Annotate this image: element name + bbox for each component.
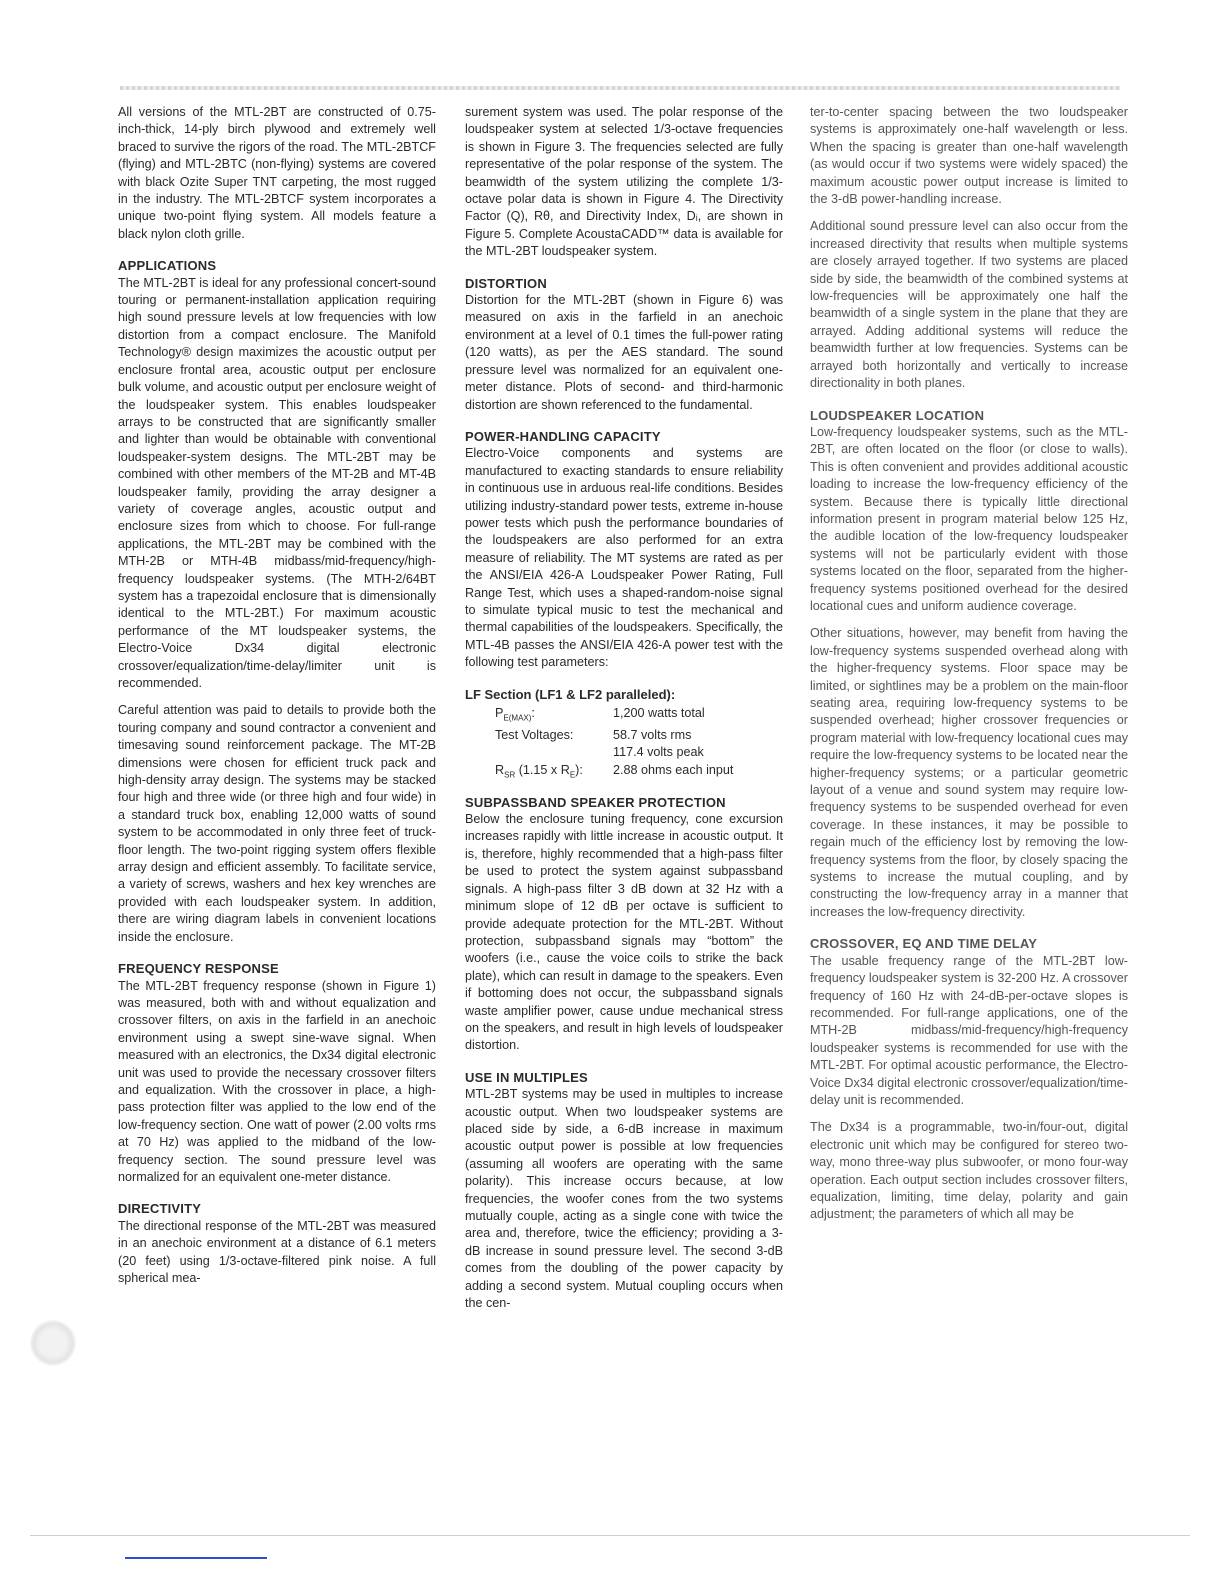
heading-subpassband: SUBPASSBAND SPEAKER PROTECTION: [465, 794, 726, 810]
additional-spl-paragraph: Additional sound pressure level can also occur from the increased directivity that results when multiple systems are closely arrayed together. If two systems are placed side by side, the beamwidth of the combined systems at low-frequencies will be approximately one half the beamwidth of a single system in the plane that they are arrayed. Adding additional systems will reduce the beamwidth further at low frequencies. Systems can be arrayed both horizontally and vertically to increase directionality in both planes.: [810, 219, 1128, 391]
column-2: [465, 104, 783, 1322]
spec-table: [495, 705, 733, 784]
spec-heading: LF Section (LF1 & LF2 paralleled):: [465, 686, 676, 702]
spec-value-test-voltage-rms: 58.7 volts rms: [613, 727, 692, 742]
directivity-continued-paragraph: surement system was used. The polar response of the loudspeaker system at selected 1/3-octave frequencies is shown in Figure 3. The frequencies selected are fully representative of the polar response of the system. The beamwidth of the system utilizing the complete 1/3-octave polar data is shown in Figure 4. The Directivity Factor (Q), Rθ, and Directivity Index, Dᵢ, are shown in Figure 5. Complete AcoustaCADD™ data is available for the MTL-2BT loudspeaker system.: [465, 105, 783, 259]
spec-row-pmax: [495, 705, 733, 727]
column-1: [118, 104, 436, 1297]
careful-attention-paragraph: Careful attention was paid to details to provide both the touring company and sound contractor a convenient and timesaving sound reinforcement package. The MT-2B dimensions were chosen for efficient truck pack and high-density array design. The systems may be stacked four high and three wide (or three high and four wide) in a standard truck box, enabling 12,000 watts of sound system to be accommodated in only three feet of truck-floor length. The two-point rigging system offers flexible array design and efficient assembly. To facilitate service, a variety of screws, washers and hex key wrenches are provided with each loudspeaker system. In addition, there are wiring diagram labels in convenient locations inside the enclosure.: [118, 703, 436, 944]
top-rule: [120, 86, 1120, 90]
dx34-paragraph: The Dx34 is a programmable, two-in/four-out, digital electronic unit which may be configured for stereo two-way, mono three-way plus subwoofer, or mono four-way operation. Each output section includes crossover filters, equalization, limiting, time delay, polarity and gain adjustment; the parameters of which all may be: [810, 1120, 1128, 1222]
crossover-paragraph: The usable frequency range of the MTL-2BT low-frequency loudspeaker system is 32-200 Hz. A crossover frequency of 160 Hz with 24-dB-per-octave slopes is recommended. For full-range applications, one of the MTH-2B midbass/mid-frequency/high-frequency loudspeaker systems is recommended for use with the MTL-2BT. For optimal acoustic performance, the Electro-Voice Dx34 digital electronic crossover/equalization/time-delay unit is recommended.: [810, 953, 1128, 1107]
other-situations-paragraph: Other situations, however, may benefit from having the low-frequency systems suspended overhead along with the higher-frequency systems. Floor space may be limited, or sightlines may be a problem on the main-floor seating area, requiring low-frequency systems to be suspended overhead; higher crossover frequencies or program material with low-frequency locational cues may require the low-frequency systems to be located near the higher-frequency systems; or a particular geometric layout of a venue and sound system may require low-frequency systems to be suspended overhead for even coverage. In these instances, it may be possible to regain much of the efficiency lost by removing the low-frequency systems from the floor, by closely spacing the systems to increase the mutual coupling, and by constructing the low-frequency array in a manner that increases the low-frequency directivity.: [810, 626, 1128, 919]
spec-value-rsr: 2.88 ohms each input: [613, 762, 734, 777]
heading-power-handling: POWER-HANDLING CAPACITY: [465, 428, 661, 444]
heading-applications: APPLICATIONS: [118, 258, 217, 274]
spec-value-test-voltage-peak: 117.4 volts peak: [613, 745, 704, 760]
heading-directivity: DIRECTIVITY: [118, 1201, 202, 1217]
spec-label-rsr: $R_{SR}$ (1.15 x $R_E$):: [495, 762, 583, 780]
footnote-rule: [125, 1557, 267, 1559]
spec-label-test-voltages: Test Voltages:: [495, 727, 574, 742]
intro-paragraph: All versions of the MTL-2BT are constructed of 0.75-inch-thick, 14-ply birch plywood and extremely well braced to survive the rigors of the road. The MTL-2BTCF (flying) and MTL-2BTC (non-flying) systems are covered with black Ozite Super TNT carpeting, the most rugged in the industry. The MTL-2BTCF system incorporates a unique two-point flying system. All models feature a black nylon cloth grille.: [118, 105, 436, 241]
heading-crossover: CROSSOVER, EQ AND TIME DELAY: [810, 936, 1038, 952]
power-handling-paragraph: Electro-Voice components and systems are manufactured to exacting standards to ensure reliability in continuous use in arduous real-life conditions. Besides utilizing industry-standard power tests, extreme in-house power tests which push the performance boundaries of the loudspeakers are also performed for an extra measure of reliability. The MT systems are rated as per the ANSI/EIA 426-A Loudspeaker Power Rating, Full Range Test, which uses a shaped-random-noise signal to simulate typical music to test the mechanical and thermal capabilities of the loudspeakers. Specifically, the MTL-4B passes the ANSI/EIA 426-A power test with the following test parameters:: [465, 446, 783, 670]
loudspeaker-location-paragraph: Low-frequency loudspeaker systems, such as the MTL-2BT, are often located on the floor (or close to walls). This is often convenient and provides additional acoustic loading to increase the low-frequency efficiency of the system. Because there is typically little directional information present in program material below 125 Hz, the audible location of the low-frequency loudspeaker systems will not be particularly evident with those systems located on the floor, separated from the higher-frequency systems positioned overhead for the desired locational cues and uniform audience coverage.: [810, 424, 1128, 613]
heading-distortion: DISTORTION: [465, 275, 547, 291]
frequency-response-paragraph: The MTL-2BT frequency response (shown in Figure 1) was measured, both with and without equalization and crossover filters, on axis in the farfield in an anechoic environment using a swept sine-wave signal. When measured with an electronics, the Dx34 digital electronic unit was used to provide the necessary crossover filters and equalization. With the crossover in place, a high-pass protection filter was applied to the low end of the low-frequency section. One watt of power (2.00 volts rms at 70 Hz) was applied to the midband of the low-frequency section. The sound pressure level was normalized for an equivalent one-meter distance.: [118, 978, 436, 1184]
punch-hole: [30, 1320, 76, 1366]
applications-paragraph: The MTL-2BT is ideal for any professional concert-sound touring or permanent-installation application requiring high sound pressure levels at low frequencies with low distortion from a compact enclosure. The Manifold Technology® design maximizes the acoustic output per enclosure frontal area, acoustic output per enclosure bulk volume, and acoustic output per enclosure weight of the loudspeaker system. This enables loudspeaker arrays to be constructed that are significantly smaller and lighter than would be obtainable with conventional loudspeaker-system designs. The MTL-2BT may be combined with other members of the MT-2B and MT-4B loudspeaker family, providing the array designer a variety of coverage angles, acoustic output and enclosure sizes from which to choose. For full-range applications, the MTL-2BT may be combined with the MTH-2B or MTH-4B midbass/mid-frequency/high-frequency loudspeaker systems. (The MTH-2/64BT system has a trapezoidal enclosure that is dimensionally identical to the MTL-2BT.) For maximum acoustic performance of the MT loudspeaker systems, the Electro-Voice Dx34 digital electronic crossover/equalization/time-delay/limiter unit is recommended.: [118, 275, 436, 690]
spec-row-rsr: [495, 762, 733, 784]
spec-row-test-voltages: [495, 727, 733, 744]
heading-frequency-response: FREQUENCY RESPONSE: [118, 961, 279, 977]
heading-loudspeaker-location: LOUDSPEAKER LOCATION: [810, 407, 985, 423]
multiples-continued-paragraph: ter-to-center spacing between the two loudspeaker systems is approximately one-half wavelength or less. When the spacing is greater than one-half wavelength (as would occur if two systems were widely spaced) the maximum acoustic power output increase is limited to the 3-dB power-handling increase.: [810, 105, 1128, 207]
column-3: [810, 104, 1128, 1234]
spec-label-pmax: $P_{E(MAX)}$:: [495, 706, 535, 723]
subpassband-paragraph: Below the enclosure tuning frequency, cone excursion increases rapidly with little increase in acoustic output. It is, therefore, highly recommended that a high-pass filter be used to protect the system against subpassband signals. A high-pass filter 3 dB down at 32 Hz with a minimum slope of 12 dB per octave is sufficient to provide adequate protection for the MTL-2BT. Without protection, subpassband signals may “bottom” the woofers (i.e., cause the voice coils to strike the back plate), which can result in damage to the speakers. Even if bottoming does not occur, the subpassband signals waste amplifier power, cause undue mechanical stress on the speakers, and result in high levels of loudspeaker distortion.: [465, 812, 783, 1053]
heading-use-in-multiples: USE IN MULTIPLES: [465, 1069, 588, 1085]
bottom-rule: [30, 1535, 1190, 1536]
directivity-paragraph: The directional response of the MTL-2BT was measured in an anechoic environment at a distance of 6.1 meters (20 feet) using 1/3-octave-filtered pink noise. A full spherical mea-: [118, 1218, 436, 1285]
spec-row-test-voltages-peak: [495, 744, 733, 761]
distortion-paragraph: Distortion for the MTL-2BT (shown in Figure 6) was measured on axis in the farfield in an anechoic environment at a level of 0.1 times the full-power rating (120 watts), as per the AES standard. The sound pressure level was normalized for an equivalent one-meter distance. Plots of second- and third-harmonic distortion are shown referenced to the fundamental.: [465, 293, 783, 412]
use-in-multiples-paragraph: MTL-2BT systems may be used in multiples to increase acoustic output. When two loudspeaker systems are placed side by side, a 6-dB increase in maximum acoustic output power is possible at low frequencies (assuming all woofers are operating with the same polarity). This increase occurs because, at low frequencies, the woofer cones from the two systems mutually couple, acting as a single cone with twice the area and, therefore, twice the efficiency; providing a 3-dB increase in sound pressure level. The second 3-dB comes from the doubling of the power capacity by adding a second system. Mutual coupling occurs when the cen-: [465, 1087, 783, 1311]
spec-value-pmax: 1,200 watts total: [613, 706, 705, 720]
